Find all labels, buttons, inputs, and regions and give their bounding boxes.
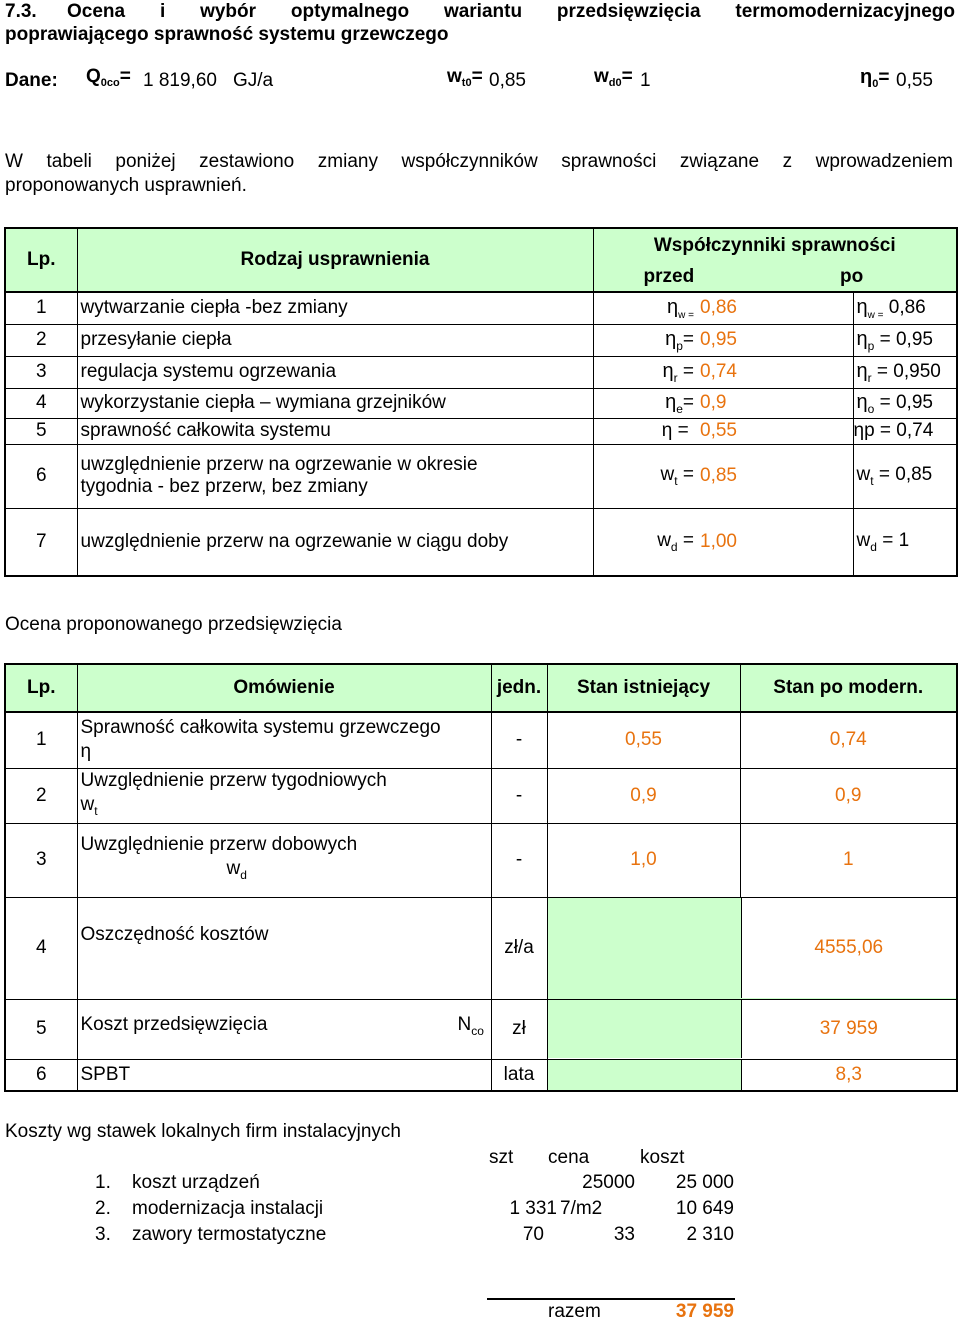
razem-value: 37 959	[675, 1301, 734, 1322]
t1-lp: 6	[5, 444, 77, 508]
intro-word: W	[5, 151, 23, 172]
koszty-header-koszt: koszt	[640, 1147, 685, 1168]
heading-line1	[67, 1, 955, 23]
t1-name: wykorzystanie ciepła – wymiana grzejników	[77, 388, 593, 418]
dane-q	[86, 66, 131, 89]
t1-name-line2: tygodnia - bez przerw, bez zmiany	[80, 476, 368, 497]
koszty-item-szt: 70	[522, 1224, 544, 1245]
eta-symbol: η	[860, 66, 873, 88]
t1-header-wsp: Współczynniki sprawności	[593, 228, 957, 262]
t2-jedn: -	[491, 712, 547, 768]
t1-name-line1: uwzględnienie przerw na ogrzewanie w okresie	[80, 454, 478, 475]
q-subscript: 0co	[100, 77, 120, 89]
t2-lp: 6	[5, 1059, 77, 1091]
t1-przed-sym	[593, 292, 697, 324]
heading-word: przedsięwzięcia	[556, 1, 701, 22]
dane-label: Dane:	[5, 70, 58, 91]
t1-header-lp: Lp.	[5, 228, 77, 292]
t2-stan: 0,9	[547, 768, 740, 823]
heading-word: Ocena	[67, 1, 126, 22]
section-number: 7.3.	[5, 1, 37, 22]
koszty-item-name: modernizacja instalacji	[132, 1198, 324, 1219]
razem-label: razem	[548, 1301, 601, 1322]
t1-przed-sym	[593, 508, 697, 576]
t2-modern: 4555,06	[741, 898, 957, 998]
t1-po-val: 1	[898, 529, 910, 551]
w-subscript: d	[240, 868, 247, 882]
t1-po-val: 0,85	[895, 464, 933, 485]
t2-jedn: zł	[491, 999, 547, 1059]
eta-subscript: r	[867, 370, 872, 385]
eq-sign: =	[879, 391, 891, 413]
t1-przed-val: 0,85	[697, 444, 853, 508]
intro-word: wprowadzeniem	[815, 151, 953, 172]
n-co-symbol: $N_{co}$	[457, 1013, 484, 1038]
intro-line1	[5, 151, 953, 173]
table-row	[5, 292, 957, 324]
t2-desc-line2	[81, 793, 488, 823]
t2-header-lp: Lp.	[5, 664, 77, 712]
eta-subscript: 0	[872, 78, 879, 90]
eta-symbol: η	[856, 359, 868, 382]
t2-lp: 1	[5, 712, 77, 768]
dane-wd-value: 1	[640, 70, 651, 91]
t1-name: uwzględnienie przerw na ogrzewanie w ciągu doby	[77, 508, 593, 576]
t2-stan: 0,55	[547, 712, 740, 768]
koszty-item-koszt: 10 649	[675, 1198, 734, 1219]
eta-eq: =	[878, 67, 890, 88]
intro-word: poniżej	[115, 151, 176, 172]
heading-word: wariantu	[443, 1, 523, 22]
dane-wt	[447, 66, 483, 89]
t1-przed-sym	[593, 324, 697, 356]
table-row	[5, 508, 957, 576]
eq-sign: =	[682, 328, 694, 350]
wt-symbol: w	[447, 66, 462, 87]
eta-symbol: η	[80, 741, 92, 763]
t1-przed-sym	[593, 444, 697, 508]
t2-header-omowienie: Omówienie	[77, 664, 491, 712]
w-symbol: w	[856, 464, 871, 485]
intro-word: związane	[679, 151, 760, 172]
wd-subscript: d0	[608, 77, 622, 89]
t2-desc-line1: Koszt przedsięwzięcia	[80, 1014, 268, 1035]
koszty-item-koszt: 25 000	[675, 1172, 734, 1193]
w-subscript: t	[94, 803, 98, 818]
eta-symbol: η	[662, 359, 674, 382]
eta-subscript: o	[867, 401, 875, 416]
table-row	[5, 712, 957, 768]
koszty-item-name: zawory termostatyczne	[132, 1224, 327, 1245]
q-symbol: Q	[86, 66, 101, 87]
t2-modern: 8,3	[741, 1060, 957, 1090]
intro-word: współczynników	[401, 151, 538, 172]
koszty-item-nr: 2.	[95, 1198, 111, 1219]
eta-subscript: p	[867, 338, 875, 353]
w-symbol: w	[657, 529, 671, 551]
w-subscript: d	[870, 539, 877, 554]
przed-label: przed	[643, 265, 695, 287]
intro-word: sprawności	[561, 151, 657, 172]
eta-symbol: η	[856, 295, 868, 318]
t1-przed-val: 1,00	[697, 508, 853, 576]
heading-word: wybór	[200, 1, 257, 22]
table-row	[5, 999, 957, 1059]
intro-word: zmiany	[317, 151, 378, 172]
t2-header-modern: Stan po modern.	[740, 664, 957, 712]
eta-subscript: p	[676, 338, 683, 353]
t1-lp: 4	[5, 388, 77, 418]
koszty-item-cena: 25000	[582, 1172, 635, 1193]
eta-subscript: w =	[678, 309, 694, 321]
t1-po	[853, 388, 957, 418]
t2-lp: 4	[5, 897, 77, 999]
t1-po-val: 0,86	[888, 296, 926, 318]
t2-cost-empty	[548, 1000, 741, 1058]
heading-line2: poprawiającego sprawność systemu grzewczego	[5, 24, 449, 45]
eq-sign: =	[682, 464, 694, 485]
eta-symbol: η	[667, 295, 679, 318]
eq-sign: =	[879, 328, 891, 350]
eq-sign: =	[876, 360, 889, 382]
t2-lp: 2	[5, 768, 77, 823]
t2-stan: 1,0	[547, 823, 740, 897]
t1-przed-val: 0,86	[697, 292, 853, 324]
table-row	[5, 1059, 957, 1091]
heading-word: termomodernizacyjnego	[735, 1, 955, 22]
t1-po	[853, 508, 957, 576]
assessment-table	[4, 663, 958, 1092]
dane-q-unit: GJ/a	[233, 70, 274, 91]
t1-przed-val: 0,74	[697, 356, 853, 388]
eta-symbol: η	[856, 390, 868, 413]
t1-name: przesyłanie ciepła	[77, 324, 593, 356]
t1-przed-val: 0,55	[697, 418, 853, 444]
t2-header-jedn: jedn.	[491, 664, 547, 712]
t1-po-val: 0,950	[893, 360, 941, 382]
koszty-item-name: koszt urządzeń	[132, 1172, 260, 1193]
t2-jedn: -	[491, 768, 547, 823]
eta-subscript: e	[676, 401, 683, 416]
eq-sign: =	[878, 464, 890, 485]
eq-sign: =	[882, 529, 894, 551]
w-subscript: t	[674, 474, 678, 488]
heading-word: i	[159, 1, 166, 22]
t1-header-rodzaj: Rodzaj usprawnienia	[77, 228, 593, 292]
koszty-item-nr: 1.	[95, 1172, 111, 1193]
wd-symbol: w	[594, 66, 609, 87]
table-row	[5, 897, 957, 999]
t2-desc-line2	[81, 740, 488, 764]
eta-symbol: η	[665, 390, 677, 413]
t1-lp: 7	[5, 508, 77, 576]
t1-po	[853, 324, 957, 356]
intro-word: z	[782, 151, 793, 172]
t1-po	[853, 444, 957, 508]
table-row	[5, 388, 957, 418]
eq-sign: =	[682, 529, 694, 551]
t2-modern: 0,9	[740, 768, 957, 823]
t2-modern: 1	[740, 823, 957, 897]
t1-przed-val: 0,9	[697, 388, 853, 418]
t2-cost-cell	[547, 999, 957, 1059]
t2-desc: Oszczędność kosztów	[77, 897, 491, 999]
t2-jedn: lata	[491, 1059, 547, 1091]
eta-symbol: η	[856, 327, 868, 350]
intro-word: zestawiono	[199, 151, 295, 172]
t2-desc	[77, 768, 491, 823]
t1-po	[853, 292, 957, 324]
wt-subscript: t0	[461, 77, 472, 89]
t1-header-przed	[593, 262, 853, 292]
t1-po-val: 0,95	[895, 391, 933, 413]
koszty-item-cena: 7/m2	[560, 1198, 603, 1219]
t2-desc-line2	[81, 857, 488, 887]
dane-eta-value: 0,55	[896, 70, 933, 91]
table-row	[5, 768, 957, 823]
koszty-header-szt: szt	[489, 1147, 514, 1168]
table-row	[5, 324, 957, 356]
table-row	[5, 823, 957, 897]
eta-subscript: r	[673, 370, 678, 385]
t2-jedn: zł/a	[491, 897, 547, 999]
dane-wd	[594, 66, 633, 89]
efficiency-table	[4, 227, 958, 577]
eta-symbol: η	[665, 327, 677, 350]
w-symbol: w	[660, 464, 675, 485]
t2-savings-cell	[547, 897, 957, 999]
q-eq: =	[119, 66, 131, 87]
t1-przed-sym: η =	[593, 418, 697, 444]
koszty-title: Koszty wg stawek lokalnych firm instalacyjnych	[5, 1121, 401, 1142]
dane-q-value: 1 819,60	[143, 70, 217, 91]
t1-przed-sym	[593, 356, 697, 388]
t2-jedn: -	[491, 823, 547, 897]
t1-przed-sym	[593, 388, 697, 418]
koszty-item-cena: 33	[613, 1224, 635, 1245]
t2-desc	[77, 999, 491, 1059]
t2-modern: 0,74	[740, 712, 957, 768]
eq-sign: =	[682, 360, 694, 382]
t1-name: sprawność całkowita systemu	[77, 418, 593, 444]
t1-name: regulacja systemu ogrzewania	[77, 356, 593, 388]
po-label: po	[840, 265, 864, 287]
t1-name: wytwarzanie ciepła -bez zmiany	[77, 292, 593, 324]
t1-przed-val: 0,95	[697, 324, 853, 356]
intro-line2: proponowanych usprawnień.	[5, 175, 247, 196]
t2-desc	[77, 823, 491, 897]
koszty-item-szt: 1 331	[509, 1198, 557, 1219]
t2-spbt-cell	[547, 1059, 957, 1091]
t1-lp: 3	[5, 356, 77, 388]
w-symbol: w	[80, 793, 95, 815]
t2-header-stan: Stan istniejący	[547, 664, 740, 712]
dane-wt-value: 0,85	[489, 70, 526, 91]
t1-name	[77, 444, 593, 508]
t2-modern: 37 959	[741, 1000, 957, 1058]
t2-desc-line1: Uwzględnienie przerw dobowych	[80, 834, 358, 855]
t1-lp: 1	[5, 292, 77, 324]
t2-lp: 3	[5, 823, 77, 897]
t1-po: ηp = 0,74	[853, 418, 957, 444]
t1-lp: 5	[5, 418, 77, 444]
t2-lp: 5	[5, 999, 77, 1059]
t1-header-po	[840, 262, 957, 292]
heading-word: optymalnego	[290, 1, 410, 22]
dane-eta	[860, 66, 889, 90]
wt-eq: =	[471, 66, 483, 87]
table-row	[5, 418, 957, 444]
koszty-item-nr: 3.	[95, 1224, 111, 1245]
table-row	[5, 356, 957, 388]
sum-divider	[487, 1298, 735, 1300]
koszty-item-koszt: 2 310	[686, 1224, 734, 1245]
t1-po-val: 0,95	[895, 328, 933, 350]
w-symbol: w	[226, 858, 241, 879]
ocena-title: Ocena proponowanego przedsięwzięcia	[5, 614, 342, 635]
koszty-header-cena: cena	[548, 1147, 590, 1168]
t2-desc	[77, 712, 491, 768]
eq-sign: =	[682, 391, 694, 413]
t2-spbt-empty	[548, 1060, 741, 1090]
intro-word: tabeli	[46, 151, 92, 172]
wd-eq: =	[621, 66, 633, 87]
t2-desc-line1: Uwzględnienie przerw tygodniowych	[80, 769, 387, 791]
t1-lp: 2	[5, 324, 77, 356]
w-subscript: t	[870, 474, 874, 488]
t1-po	[853, 356, 957, 388]
w-subscript: d	[670, 539, 678, 554]
t2-desc-line1: Sprawność całkowita systemu grzewczego	[80, 717, 441, 739]
t2-savings-empty	[548, 898, 741, 998]
w-symbol: w	[856, 529, 871, 551]
table-row	[5, 444, 957, 508]
t2-desc: SPBT	[77, 1059, 491, 1091]
eta-subscript: w =	[867, 309, 884, 321]
